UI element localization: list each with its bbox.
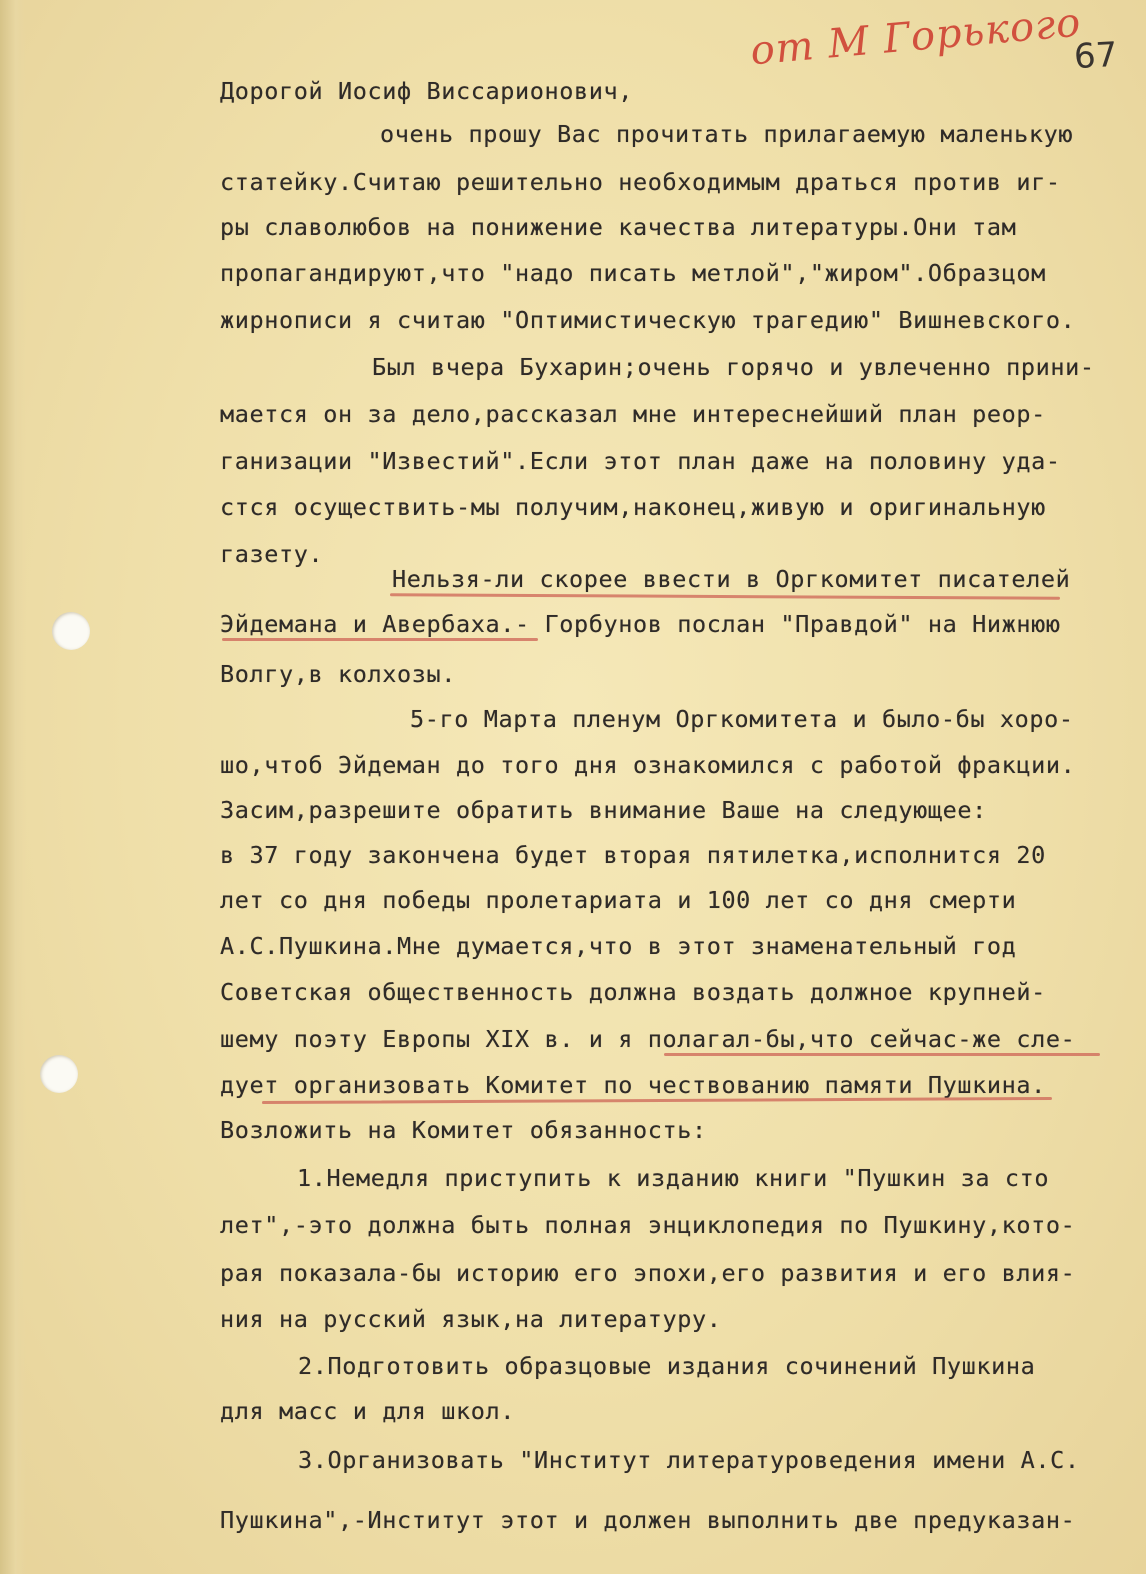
text-line: шему поэту Европы XIX в. и я полагал-бы,что сейчас-же сле- — [220, 1025, 1076, 1053]
text-line: очень прошу Вас прочитать прилагаемую маленькую — [380, 120, 1074, 148]
text-line: мается он за дело,рассказал мне интереснейший план реор- — [220, 400, 1046, 428]
text-line: Советская общественность должна воздать должное крупней- — [220, 978, 1046, 1006]
text-line: ганизации "Известий".Если этот план даже на половину уда- — [220, 447, 1061, 475]
pencil-underline — [664, 1053, 1100, 1056]
text-line: 2.Подготовить образцовые издания сочинений Пушкина — [298, 1352, 1036, 1380]
text-line: лет",-это должна быть полная энциклопедия по Пушкину,кото- — [220, 1211, 1076, 1239]
text-line: Нельзя-ли скорее ввести в Оргкомитет писателей — [392, 565, 1071, 593]
text-line: Возложить на Комитет обязанность: — [220, 1116, 707, 1144]
text-line: Пушкина",-Институт этот и должен выполнить две предуказан- — [220, 1506, 1076, 1534]
text-line: ния на русский язык,на литературу. — [220, 1305, 722, 1333]
text-line: шо,чтоб Эйдеман до того дня ознакомился с работой фракции. — [220, 751, 1076, 779]
text-line: газету. — [220, 540, 324, 568]
text-line: ры славолюбов на понижение качества литературы.Они там — [220, 213, 1017, 241]
text-line: жирнописи я считаю "Оптимистическую трагедию" Вишневского. — [220, 306, 1076, 334]
text-line: в 37 году закончена будет вторая пятилетка,исполнится 20 — [220, 841, 1046, 869]
text-line: Эйдемана и Авербаха.- Горбунов послан "Правдой" на Нижнюю — [220, 610, 1061, 638]
text-line: Был вчера Бухарин;очень горячо и увлеченно прини- — [372, 353, 1095, 381]
text-line: статейку.Считаю решительно необходимым драться против иг- — [220, 168, 1061, 196]
handwritten-annotation: от М Горького — [748, 0, 1083, 75]
text-line: 5-го Марта пленум Оргкомитета и было-бы хоро- — [410, 705, 1074, 733]
text-line: 3.Организовать "Институт литературоведения имени А.С. — [298, 1446, 1080, 1474]
salutation-line: Дорогой Иосиф Виссарионович, — [220, 77, 633, 105]
text-line: стся осуществить-мы получим,наконец,живую и оригинальную — [220, 493, 1046, 521]
pencil-underline — [222, 638, 538, 641]
text-line: пропагандируют,что "надо писать метлой","жиром".Образцом — [220, 259, 1046, 287]
text-line: Волгу,в колхозы. — [220, 660, 456, 688]
text-line: дует организовать Комитет по чествованию памяти Пушкина. — [220, 1071, 1046, 1099]
text-line: Засим,разрешите обратить внимание Ваше на следующее: — [220, 796, 987, 824]
page-number: 67 — [1072, 34, 1119, 78]
text-line: 1.Немедля приступить к изданию книги "Пушкин за сто — [297, 1164, 1050, 1192]
text-line: лет со дня победы пролетариата и 100 лет со дня смерти — [220, 886, 1017, 914]
text-line: рая показала-бы историю его эпохи,его развития и его влия- — [220, 1259, 1076, 1287]
text-line: А.С.Пушкина.Мне думается,что в этот знаменательный год — [220, 932, 1017, 960]
text-line: для масс и для школ. — [220, 1397, 515, 1425]
